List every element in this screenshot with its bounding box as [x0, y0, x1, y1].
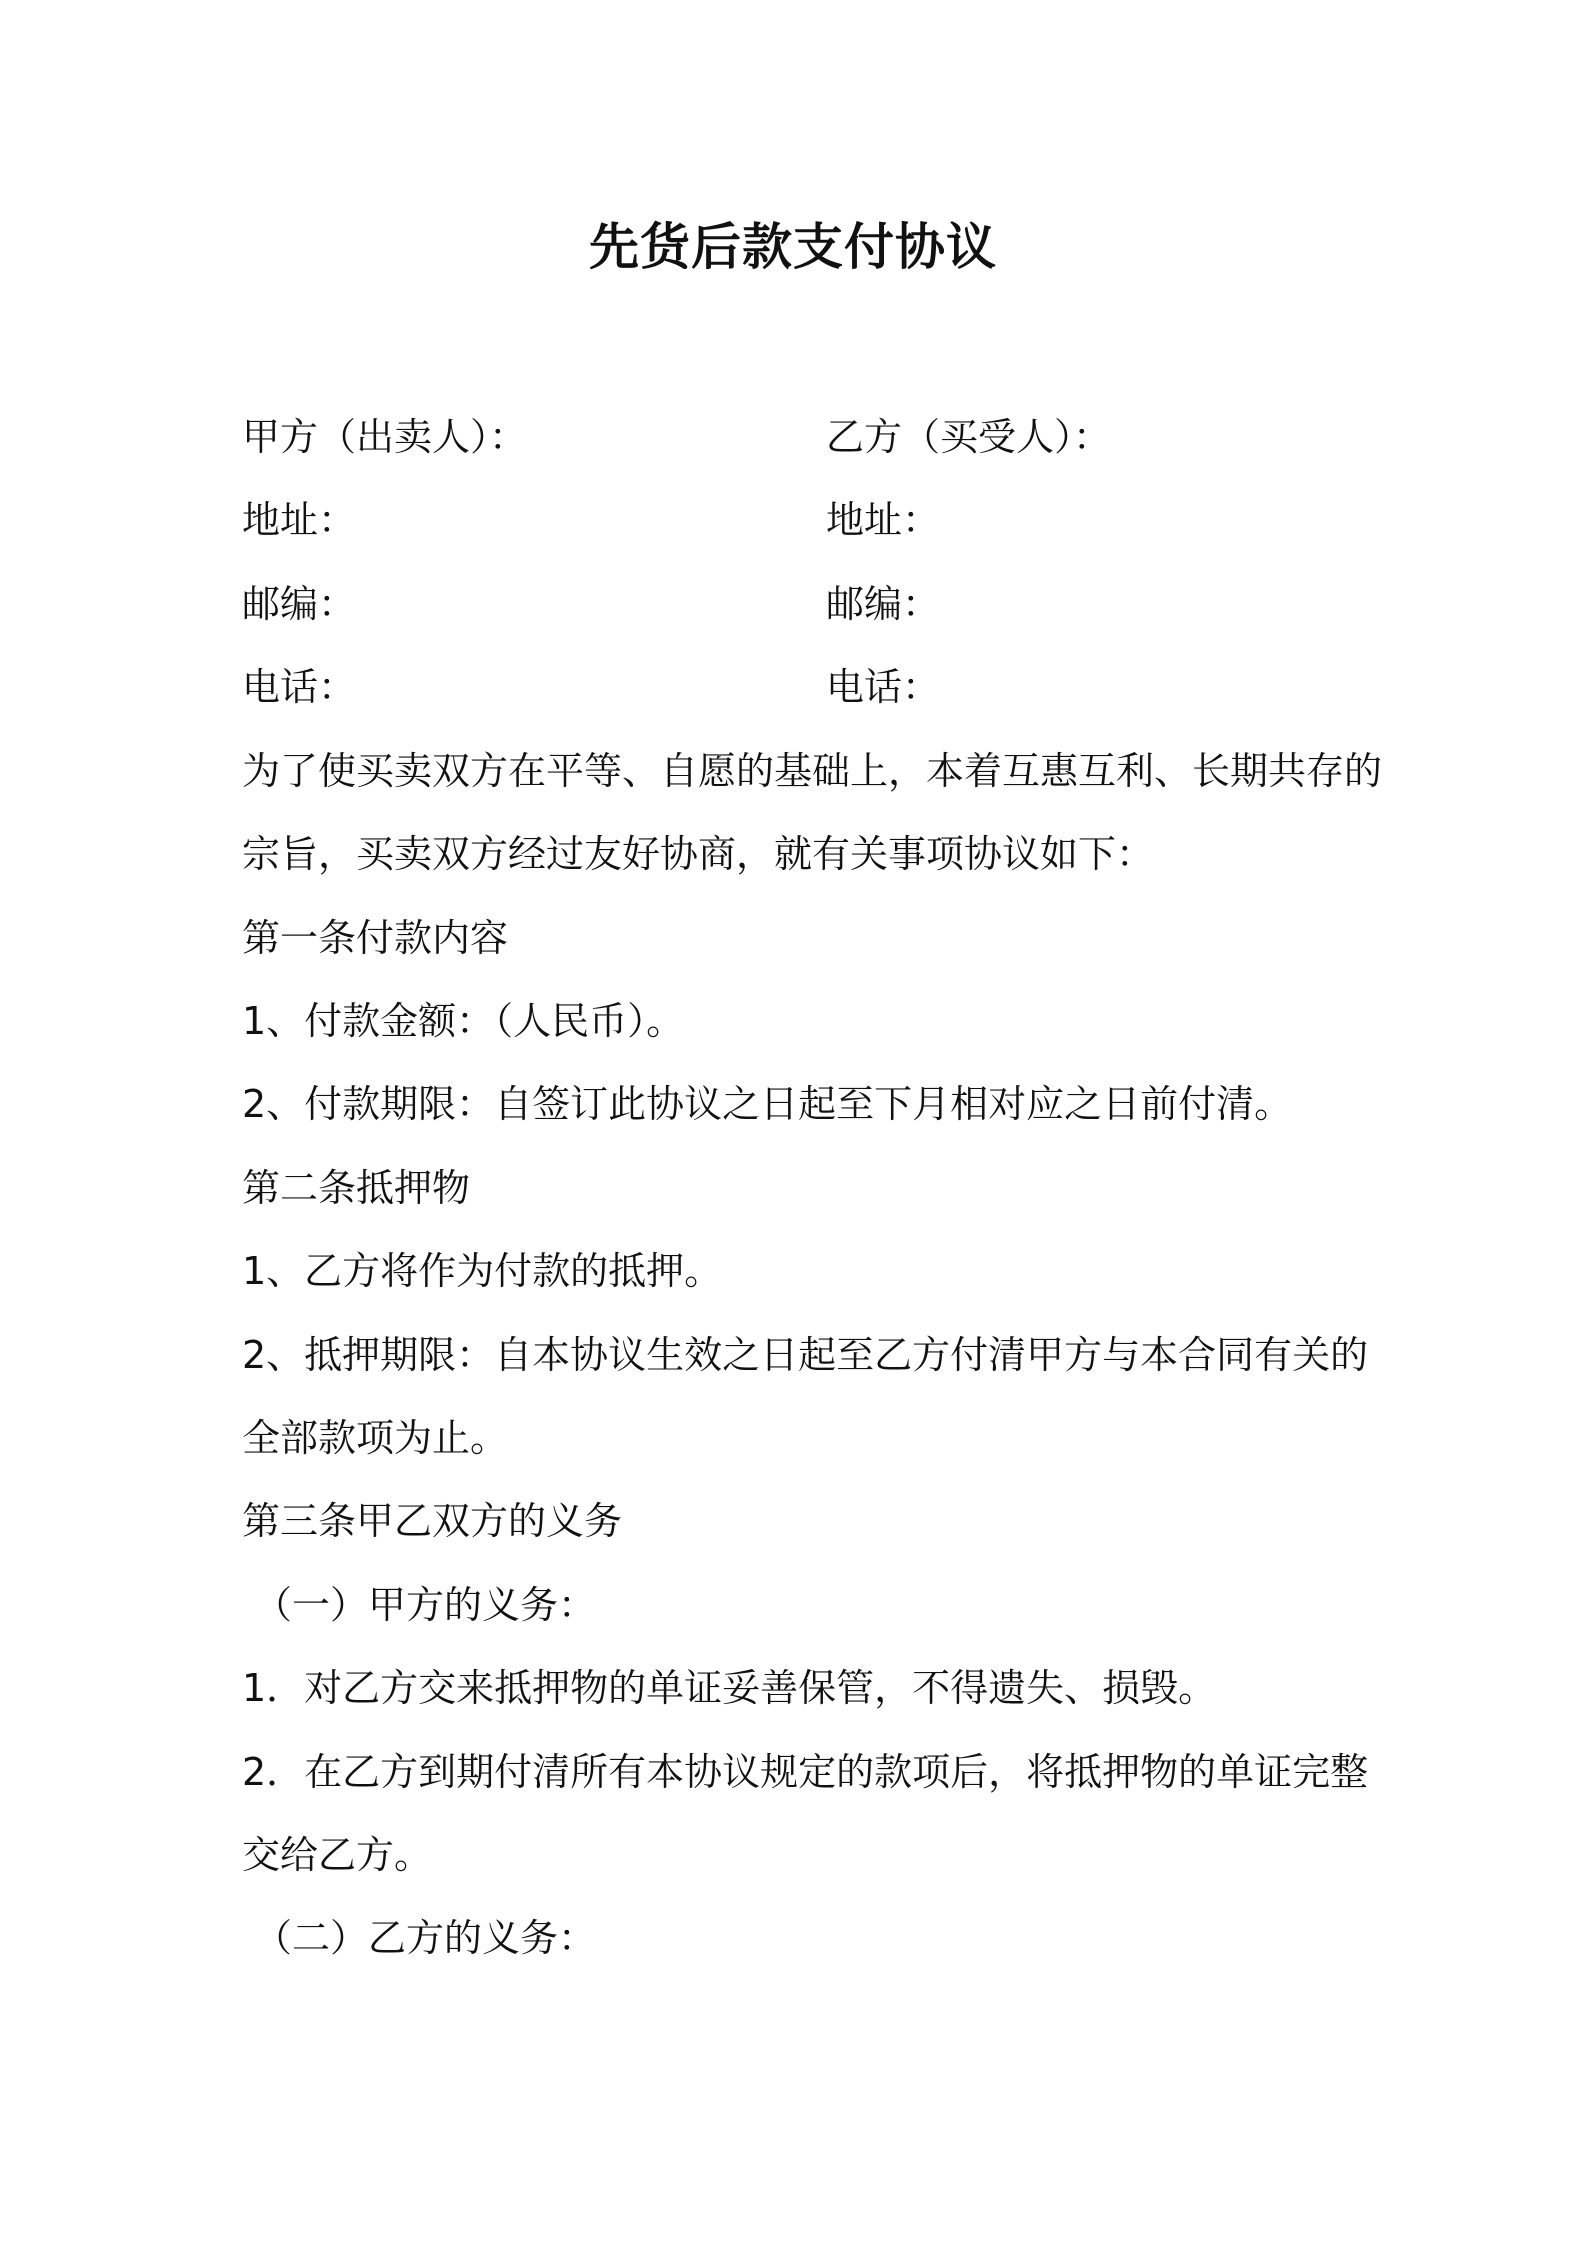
article-2-item: 全部款项为止。 [242, 1416, 509, 1460]
section-a-item: 交给乙方。 [242, 1833, 433, 1877]
party-a-name-label: 甲方（出卖人）： [242, 415, 528, 459]
section-a-heading: （一）甲方的义务： [254, 1583, 597, 1627]
section-b-heading: （二）乙方的义务： [254, 1916, 597, 1960]
article-1-item: 2、付款期限：自签订此协议之日起至下月相对应之日前付清。 [242, 1082, 1293, 1126]
party-a-phone-label: 电话： [242, 665, 357, 709]
party-b-phone-label: 电话： [826, 665, 941, 709]
article-2-item: 2、抵押期限：自本协议生效之日起至乙方付清甲方与本合同有关的 [242, 1333, 1369, 1377]
article-2-heading: 第二条抵押物 [242, 1166, 471, 1210]
party-a-postcode-label: 邮编： [242, 582, 357, 626]
party-b-name-label: 乙方（买受人）： [826, 415, 1112, 459]
party-a-address-label: 地址： [242, 498, 357, 542]
article-1-item: 1、付款金额：（人民币）。 [242, 999, 685, 1043]
intro-line: 宗旨，买卖双方经过友好协商，就有关事项协议如下： [242, 832, 1155, 876]
article-2-item: 1、乙方将作为付款的抵押。 [242, 1249, 723, 1293]
document-title: 先货后款支付协议 [589, 218, 997, 276]
party-b-postcode-label: 邮编： [826, 582, 941, 626]
section-a-item: 1．对乙方交来抵押物的单证妥善保管，不得遗失、损毁。 [242, 1666, 1217, 1710]
section-a-item: 2．在乙方到期付清所有本协议规定的款项后，将抵押物的单证完整 [242, 1750, 1369, 1794]
article-1-heading: 第一条付款内容 [242, 916, 509, 960]
article-3-heading: 第三条甲乙双方的义务 [242, 1499, 623, 1543]
intro-line: 为了使买卖双方在平等、自愿的基础上，本着互惠互利、长期共存的 [242, 749, 1383, 793]
party-b-address-label: 地址： [826, 498, 941, 542]
